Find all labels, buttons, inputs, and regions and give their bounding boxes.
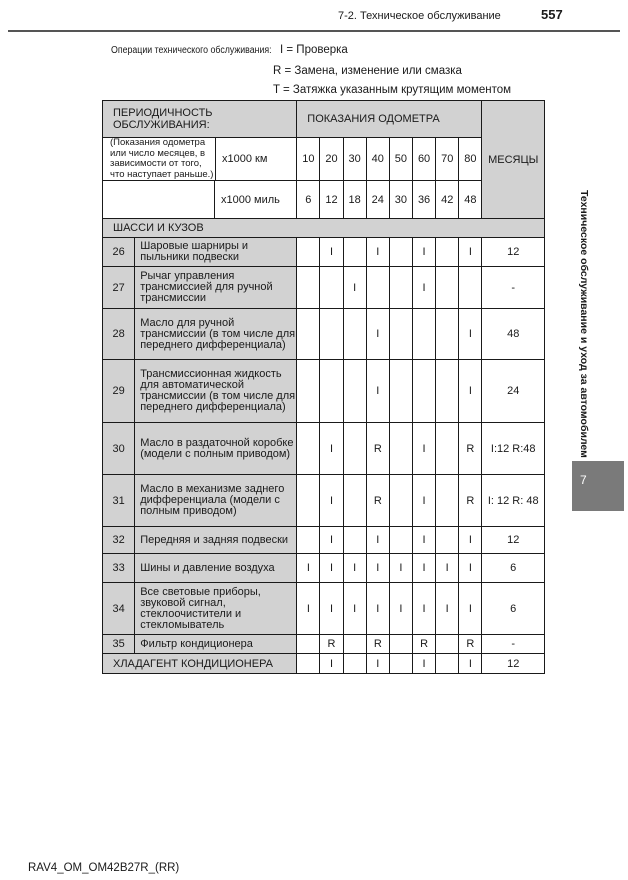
mi-24: 24 (366, 181, 389, 219)
table-row (103, 554, 545, 583)
row-number: 35 (103, 635, 135, 654)
schedule-cell: I (320, 423, 343, 475)
schedule-cell (389, 267, 412, 309)
months-cell: 6 (482, 554, 545, 583)
schedule-cell (389, 309, 412, 360)
row-number: 30 (103, 423, 135, 475)
schedule-cell: I (366, 527, 389, 554)
schedule-cell: I (320, 527, 343, 554)
km-30: 30 (343, 138, 366, 181)
row-description: Все световые приборы, звуковой сигнал, стеклоочистители и стекломыватель (135, 583, 297, 635)
schedule-cell: I (389, 554, 412, 583)
schedule-cell: I (413, 238, 436, 267)
schedule-cell: I (297, 583, 320, 635)
row-description: Масло в механизме заднего дифференциала (модели с полным приводом) (135, 475, 297, 527)
schedule-cell: I (366, 654, 389, 674)
months-cell: - (482, 267, 545, 309)
legend-replace: R = Замена, изменение или смазка (273, 65, 462, 77)
schedule-cell: I (459, 583, 482, 635)
schedule-cell: R (320, 635, 343, 654)
page-number: 557 (541, 7, 563, 22)
schedule-cell (297, 360, 320, 423)
mi-30: 30 (389, 181, 412, 219)
schedule-cell: I (459, 238, 482, 267)
schedule-cell (436, 527, 459, 554)
table-row (103, 475, 545, 527)
interval-note (103, 138, 297, 181)
km-unit: x1000 км (215, 138, 296, 180)
schedule-cell: I (413, 654, 436, 674)
header-rule (8, 30, 620, 32)
table-row (103, 635, 545, 654)
km-80: 80 (459, 138, 482, 181)
km-50: 50 (389, 138, 412, 181)
schedule-cell: I (459, 654, 482, 674)
row-description: Масло в раздаточной коробке (модели с полным приводом) (135, 423, 297, 475)
table-row (103, 360, 545, 423)
schedule-cell: I (436, 583, 459, 635)
row-number: 26 (103, 238, 135, 267)
schedule-cell (436, 267, 459, 309)
months-cell: 12 (482, 527, 545, 554)
schedule-cell: R (459, 635, 482, 654)
schedule-cell: I (343, 583, 366, 635)
mi-36: 36 (413, 181, 436, 219)
schedule-cell: I (413, 267, 436, 309)
months-cell: 12 (482, 238, 545, 267)
schedule-cell (343, 475, 366, 527)
schedule-cell: R (459, 475, 482, 527)
schedule-cell: R (366, 475, 389, 527)
schedule-cell: I (297, 554, 320, 583)
document-footer: RAV4_OM_OM42B27R_(RR) (28, 862, 180, 874)
schedule-cell: I (459, 360, 482, 423)
table-row (103, 527, 545, 554)
row-description: Передняя и задняя подвески (135, 527, 297, 554)
odometer-header: ПОКАЗАНИЯ ОДОМЕТРА (297, 101, 482, 138)
months-cell: I: 12 R: 48 (482, 475, 545, 527)
schedule-cell: I (459, 527, 482, 554)
chapter-sidebar-title: Техническое обслуживание и уход за автомобилем (578, 190, 590, 458)
schedule-cell: R (366, 635, 389, 654)
chapter-tab (572, 461, 624, 511)
schedule-cell: I (413, 583, 436, 635)
schedule-cell (436, 635, 459, 654)
schedule-cell (343, 423, 366, 475)
schedule-cell (297, 527, 320, 554)
schedule-cell: I (413, 475, 436, 527)
schedule-cell (343, 238, 366, 267)
months-cell: 24 (482, 360, 545, 423)
schedule-cell (320, 360, 343, 423)
schedule-cell: I (366, 360, 389, 423)
schedule-cell: I (366, 583, 389, 635)
schedule-cell (297, 267, 320, 309)
section-title: 7-2. Техническое обслуживание (338, 10, 501, 22)
row-description: Шины и давление воздуха (135, 554, 297, 583)
schedule-cell (389, 635, 412, 654)
schedule-cell: I (366, 238, 389, 267)
row-description: Шаровые шарниры и пыльники подвески (135, 238, 297, 267)
schedule-cell (343, 635, 366, 654)
schedule-cell (366, 267, 389, 309)
schedule-cell: R (366, 423, 389, 475)
table-row (103, 309, 545, 360)
table-row (103, 238, 545, 267)
row-number: 34 (103, 583, 135, 635)
schedule-cell (436, 238, 459, 267)
schedule-cell: I (320, 238, 343, 267)
schedule-cell (413, 360, 436, 423)
schedule-cell (436, 475, 459, 527)
schedule-cell (343, 527, 366, 554)
periodicity-header: ПЕРИОДИЧНОСТЬ ОБСЛУЖИВАНИЯ: (103, 101, 297, 138)
row-number: 28 (103, 309, 135, 360)
months-cell: - (482, 635, 545, 654)
row-number: 29 (103, 360, 135, 423)
months-cell: 48 (482, 309, 545, 360)
schedule-cell (297, 635, 320, 654)
months-header: МЕСЯЦЫ (482, 101, 545, 219)
table-row (103, 267, 545, 309)
km-60: 60 (413, 138, 436, 181)
row-description: Трансмиссионная жидкость для автоматической трансмиссии (в том числе для переднего дифференциала) (135, 360, 297, 423)
schedule-cell: I (320, 554, 343, 583)
schedule-cell (389, 423, 412, 475)
mi-42: 42 (436, 181, 459, 219)
schedule-cell (459, 267, 482, 309)
schedule-cell (413, 309, 436, 360)
schedule-cell: I (436, 554, 459, 583)
chapter-number: 7 (580, 473, 587, 487)
schedule-cell (389, 527, 412, 554)
row-number: 27 (103, 267, 135, 309)
km-10: 10 (297, 138, 320, 181)
row-description: Фильтр кондиционера (135, 635, 297, 654)
schedule-cell (297, 475, 320, 527)
schedule-cell (343, 360, 366, 423)
schedule-cell (297, 238, 320, 267)
table-row (103, 583, 545, 635)
refrigerant-label: ХЛАДАГЕНТ КОНДИЦИОНЕРА (103, 654, 297, 674)
interval-note-text: (Показания одометра или число месяцев, в зависимости от того, что наступает раньше.) (110, 137, 214, 180)
km-40: 40 (366, 138, 389, 181)
legend-inspect: I = Проверка (280, 44, 348, 56)
mi-6: 6 (297, 181, 320, 219)
schedule-cell (389, 238, 412, 267)
schedule-cell: R (413, 635, 436, 654)
schedule-cell: I (320, 583, 343, 635)
months-cell: I:12 R:48 (482, 423, 545, 475)
miles-label-cell (103, 181, 297, 219)
table-row (103, 423, 545, 475)
mi-12: 12 (320, 181, 343, 219)
row-number: 32 (103, 527, 135, 554)
schedule-cell (436, 360, 459, 423)
schedule-cell (389, 360, 412, 423)
schedule-cell: I (366, 554, 389, 583)
section-chassis-body: ШАССИ И КУЗОВ (103, 219, 545, 238)
maintenance-schedule-table (102, 100, 545, 674)
schedule-cell: I (320, 475, 343, 527)
schedule-cell: I (320, 654, 343, 674)
schedule-cell (297, 654, 320, 674)
schedule-cell (436, 423, 459, 475)
mi-48: 48 (459, 181, 482, 219)
schedule-cell: R (459, 423, 482, 475)
schedule-cell: I (343, 267, 366, 309)
schedule-cell (297, 423, 320, 475)
schedule-cell (389, 654, 412, 674)
schedule-cell: I (413, 423, 436, 475)
row-number: 31 (103, 475, 135, 527)
months-cell: 6 (482, 583, 545, 635)
row-description: Масло для ручной трансмиссии (в том числе для переднего дифференциала) (135, 309, 297, 360)
schedule-cell: I (413, 527, 436, 554)
mi-18: 18 (343, 181, 366, 219)
row-number: 33 (103, 554, 135, 583)
row-description: Рычаг управления трансмиссией для ручной трансмиссии (135, 267, 297, 309)
schedule-cell (436, 654, 459, 674)
schedule-cell (343, 309, 366, 360)
schedule-cell (320, 309, 343, 360)
table-row-refrigerant (103, 654, 545, 674)
schedule-cell (297, 309, 320, 360)
schedule-cell (436, 309, 459, 360)
schedule-cell (389, 475, 412, 527)
schedule-cell: I (459, 554, 482, 583)
legend-torque: T = Затяжка указанным крутящим моментом (273, 84, 512, 96)
schedule-cell: I (343, 554, 366, 583)
schedule-cell (320, 267, 343, 309)
km-20: 20 (320, 138, 343, 181)
legend-label: Операции технического обслуживания: (111, 45, 272, 56)
km-70: 70 (436, 138, 459, 181)
months-cell: 12 (482, 654, 545, 674)
schedule-cell (343, 654, 366, 674)
schedule-cell: I (413, 554, 436, 583)
schedule-cell: I (459, 309, 482, 360)
schedule-cell: I (389, 583, 412, 635)
mile-unit: x1000 миль (214, 181, 296, 218)
schedule-cell: I (366, 309, 389, 360)
